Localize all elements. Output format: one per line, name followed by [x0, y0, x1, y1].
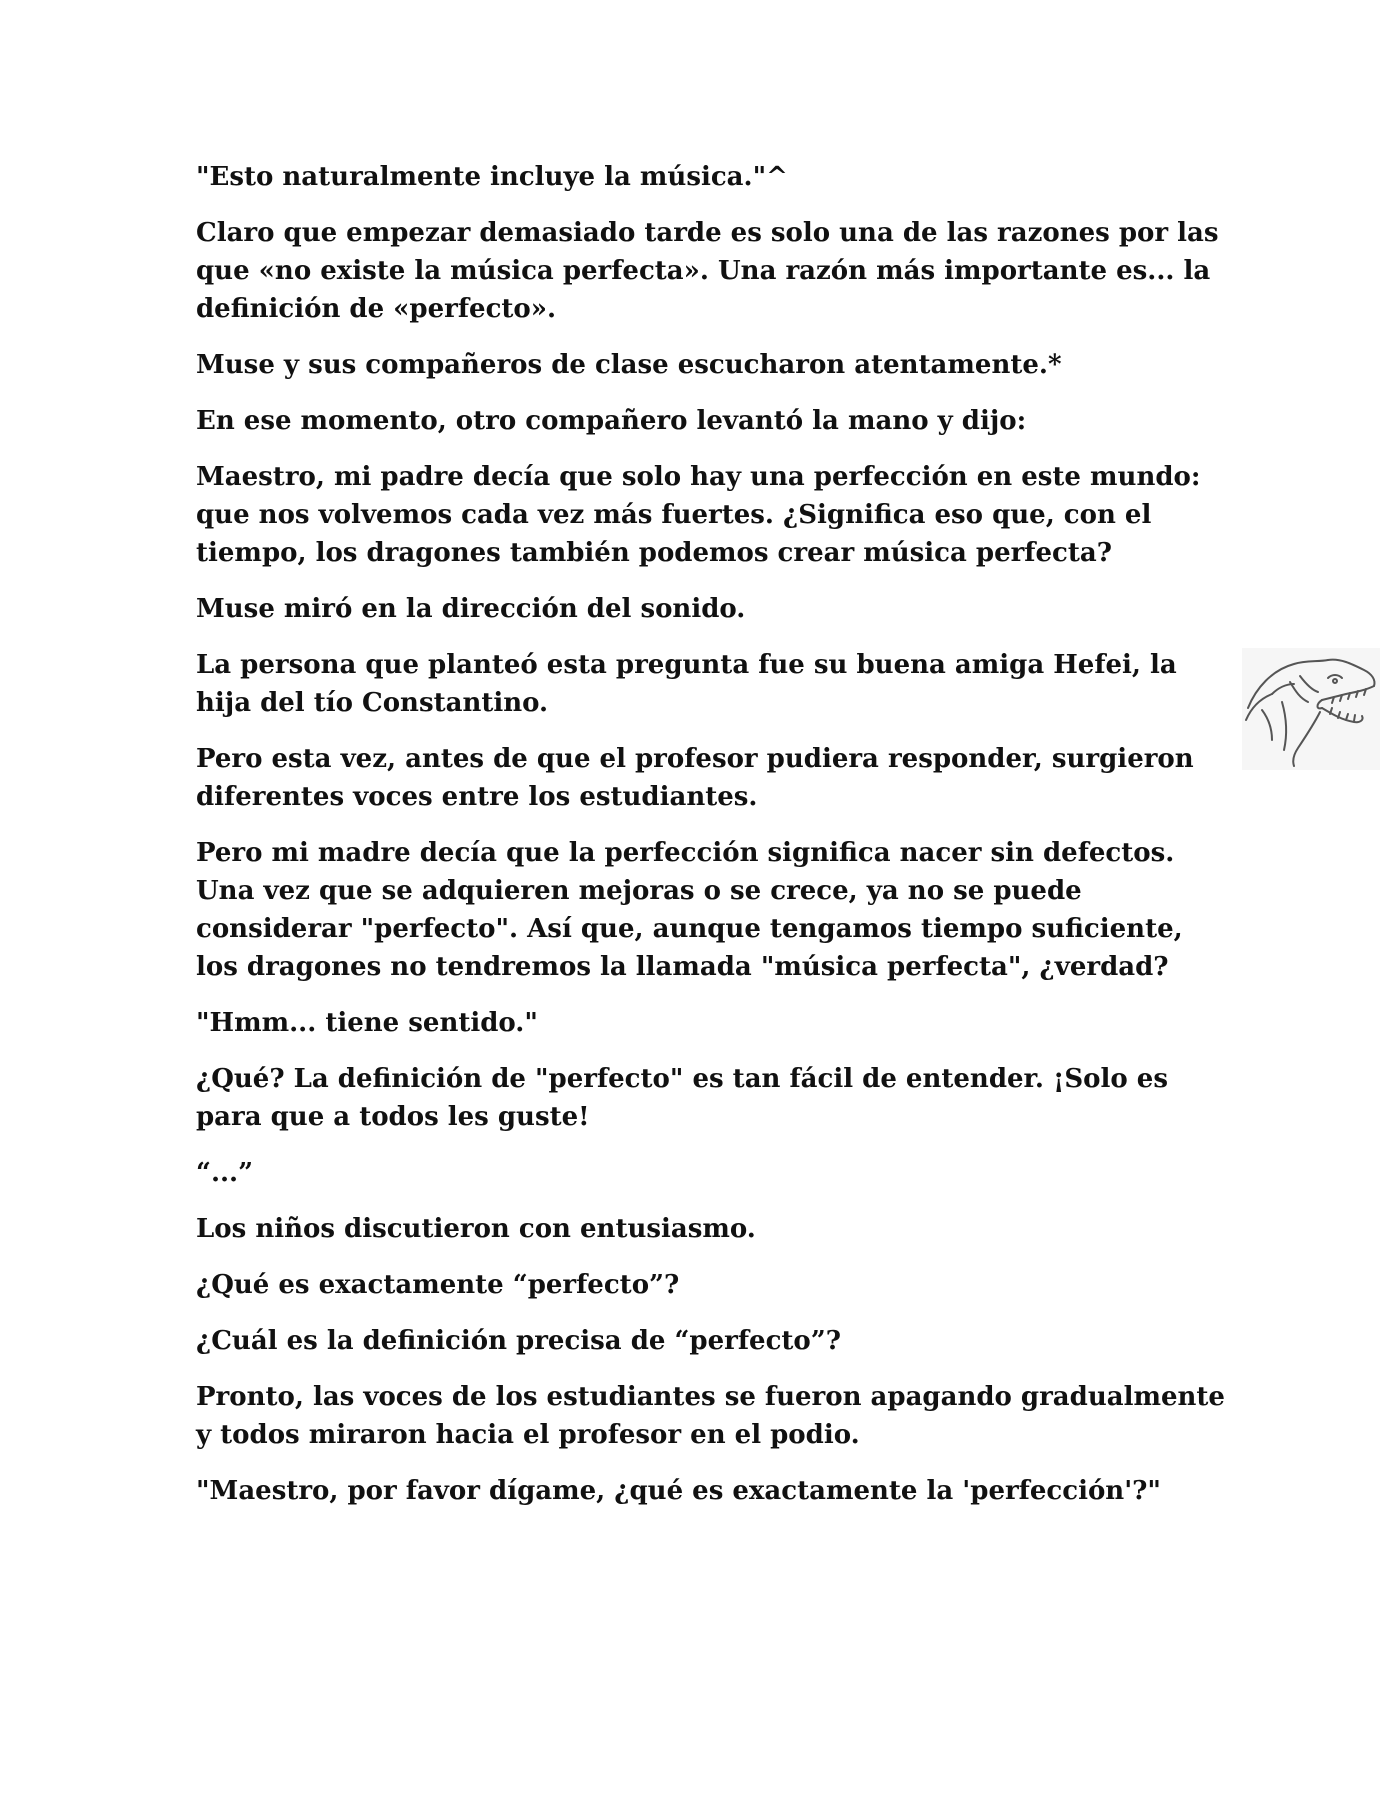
paragraph-6: Muse miró en la dirección del sonido.	[196, 594, 746, 624]
paragraph-10: "Hmm... tiene sentido."	[196, 1008, 538, 1038]
paragraph-15: ¿Cuál es la definición precisa de “perfecto”?	[196, 1326, 841, 1356]
document-body	[196, 158, 1226, 1528]
paragraph-14: ¿Qué es exactamente “perfecto”?	[196, 1270, 680, 1300]
paragraph-8: Pero esta vez, antes de que el profesor pudiera responder, surgieron diferentes voces entre los estudiantes.	[196, 744, 1194, 812]
paragraph-5: Maestro, mi padre decía que solo hay una perfección en este mundo: que nos volvemos cada vez más fuertes. ¿Significa eso que, con el tiempo, los dragones también podemos crear música perfecta?	[196, 462, 1201, 568]
paragraph-7: La persona que planteó esta pregunta fue su buena amiga Hefei, la hija del tío Constantino.	[196, 650, 1177, 718]
paragraph-4: En ese momento, otro compañero levantó la mano y dijo:	[196, 406, 1027, 436]
paragraph-13: Los niños discutieron con entusiasmo.	[196, 1214, 756, 1244]
paragraph-9: Pero mi madre decía que la perfección significa nacer sin defectos. Una vez que se adquieren mejoras o se crece, ya no se puede considerar "perfecto". Así que, aunque tengamos tiempo suficiente, los dragones no tendremos la llamada "música perfecta", ¿verdad?	[196, 838, 1183, 982]
paragraph-2: Claro que empezar demasiado tarde es solo una de las razones por las que «no existe la música perfecta». Una razón más importante es... la definición de «perfecto».	[196, 218, 1219, 324]
paragraph-12: “...”	[196, 1158, 254, 1188]
dinosaur-head-sketch-icon	[1242, 648, 1380, 770]
paragraph-16: Pronto, las voces de los estudiantes se fueron apagando gradualmente y todos miraron hacia el profesor en el podio.	[196, 1382, 1225, 1450]
paragraph-17: "Maestro, por favor dígame, ¿qué es exactamente la 'perfección'?"	[196, 1476, 1161, 1506]
paragraph-3: Muse y sus compañeros de clase escucharon atentamente.*	[196, 350, 1062, 380]
paragraph-11: ¿Qué? La definición de "perfecto" es tan fácil de entender. ¡Solo es para que a todos les guste!	[196, 1064, 1168, 1132]
paragraph-1: "Esto naturalmente incluye la música."^	[196, 162, 788, 192]
